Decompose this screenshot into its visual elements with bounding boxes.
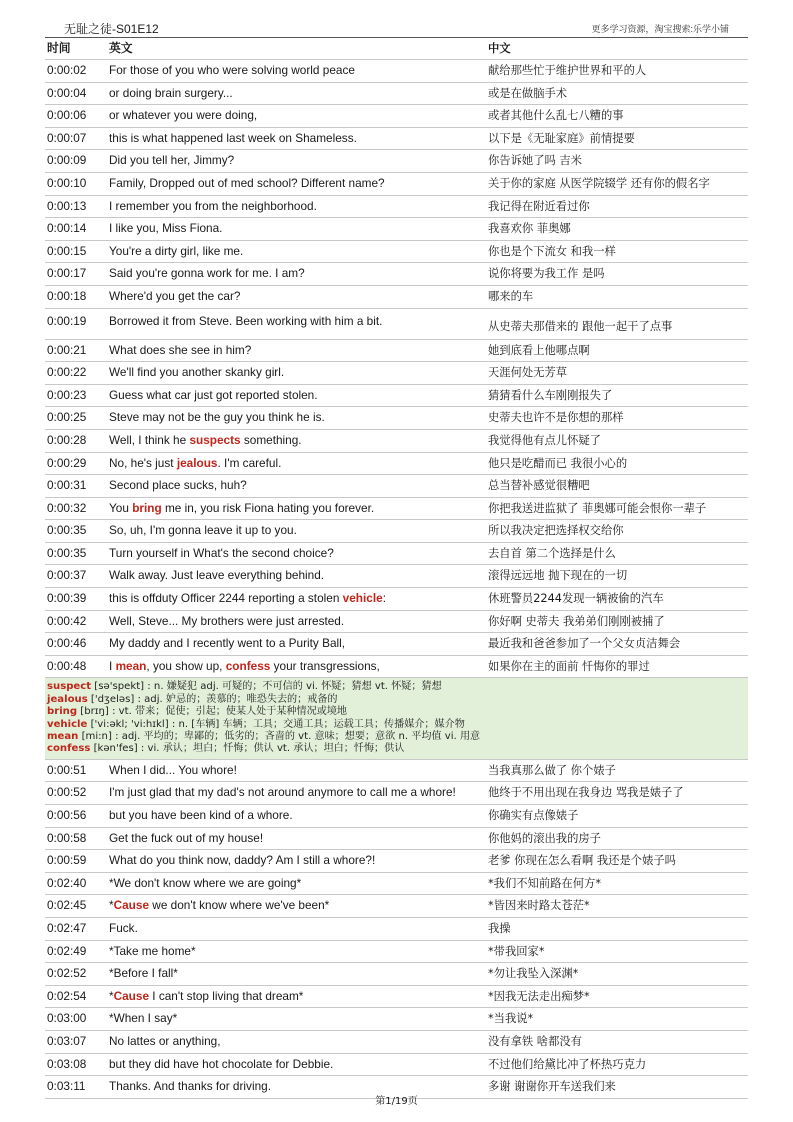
english-cell <box>109 963 178 985</box>
english-cell <box>109 453 281 475</box>
english-cell <box>109 941 196 963</box>
table-row <box>45 873 748 896</box>
timestamp-cell: 0:02:49 <box>47 943 87 958</box>
timestamp-cell: 0:00:04 <box>47 85 87 100</box>
column-header-english: 英文 <box>109 41 133 55</box>
vocab-definition: [brɪŋ] : vt. 带来；促使；引起；使某人处于某种情况或境地 <box>77 706 348 718</box>
chinese-cell: 去自首 第二个选择是什么 <box>488 546 616 560</box>
table-row <box>45 805 748 828</box>
timestamp-cell: 0:00:56 <box>47 808 87 823</box>
timestamp-cell: 0:00:58 <box>47 830 87 845</box>
chinese-cell: 总当替补感觉很糟吧 <box>488 479 590 493</box>
table-row <box>45 286 748 309</box>
chinese-cell: 休班警员2244发现一辆被偷的汽车 <box>488 592 664 606</box>
table-row <box>45 828 748 851</box>
chinese-cell: 你把我送进监狱了 菲奥娜可能会恨你一辈子 <box>488 501 707 515</box>
english-cell <box>109 385 318 407</box>
english-text: Guess what car just got reported stolen. <box>109 387 318 402</box>
table-row <box>45 1008 748 1031</box>
english-text: I like you, Miss Fiona. <box>109 221 223 236</box>
english-cell <box>109 895 329 917</box>
timestamp-cell: 0:00:23 <box>47 387 87 402</box>
timestamp-cell: 0:00:39 <box>47 591 87 606</box>
chinese-cell: 当我真那么做了 你个婊子 <box>488 763 616 777</box>
table-row <box>45 196 748 219</box>
english-cell <box>109 918 138 940</box>
english-cell <box>109 263 305 285</box>
table-row <box>45 611 748 634</box>
english-cell <box>109 83 233 105</box>
table-row <box>45 128 748 151</box>
vocab-entry <box>47 694 748 706</box>
table-row <box>45 218 748 241</box>
english-cell <box>109 611 344 633</box>
table-row <box>45 340 748 363</box>
english-text: Turn yourself in What's the second choice? <box>109 545 334 560</box>
subtitle-table <box>45 38 748 1099</box>
english-cell <box>109 1031 220 1053</box>
chinese-cell: 猜猜看什么车刚刚报失了 <box>488 388 613 402</box>
vocab-entry <box>47 681 748 693</box>
timestamp-cell: 0:00:09 <box>47 153 87 168</box>
table-row <box>45 241 748 264</box>
vocab-entry <box>47 719 748 731</box>
english-text: * <box>109 898 114 913</box>
table-row <box>45 633 748 656</box>
table-row <box>45 1031 748 1054</box>
english-text: My daddy and I recently went to a Purity Ball, <box>109 636 346 651</box>
english-cell <box>109 407 325 429</box>
table-row <box>45 150 748 173</box>
english-cell <box>109 150 234 172</box>
timestamp-cell: 0:00:48 <box>47 658 87 673</box>
chinese-cell: 滚得远远地 抛下现在的一切 <box>488 569 628 583</box>
subtitle-rows-group-2 <box>45 760 748 1099</box>
english-text: Second place sucks, huh? <box>109 478 247 493</box>
vocab-definition: ['dʒeləs] : adj. 妒忌的；羡慕的；唯恐失去的；戒备的 <box>87 693 338 705</box>
chinese-cell: 从史蒂夫那借来的 跟他一起干了点事 <box>488 319 673 333</box>
chinese-cell: 没有拿铁 啥都没有 <box>488 1035 582 1048</box>
english-text: No lattes or anything, <box>109 1034 221 1048</box>
column-header-chinese: 中文 <box>488 42 511 55</box>
english-cell <box>109 286 240 308</box>
chinese-cell: 哪来的车 <box>488 289 534 303</box>
english-cell <box>109 340 251 362</box>
english-text: something. <box>240 432 302 447</box>
chinese-cell: 我记得在附近看过你 <box>488 199 590 213</box>
table-row <box>45 941 748 964</box>
timestamp-cell: 0:00:46 <box>47 636 87 651</box>
english-cell <box>109 241 243 263</box>
timestamp-cell: 0:00:02 <box>47 63 87 77</box>
english-text: Well, Steve... My brothers were just arrested. <box>109 613 345 628</box>
chinese-cell: *皆因来时路太苍茫* <box>488 899 590 913</box>
chinese-cell: 如果你在主的面前 忏悔你的罪过 <box>488 659 650 673</box>
chinese-cell: *带我回家* <box>488 944 545 958</box>
english-text: I can't stop living that dream* <box>149 988 304 1003</box>
english-cell <box>109 850 375 872</box>
english-cell <box>109 656 380 678</box>
english-cell <box>109 430 302 452</box>
timestamp-cell: 0:02:52 <box>47 966 87 981</box>
vocab-definition: ['vi:əkl; 'vi:hɪkl] : n. [车辆] 车辆；工具；交通工具；运载工具；传播媒介；媒介物 <box>87 718 465 730</box>
english-text: I remember you from the neighborhood. <box>109 198 317 213</box>
english-text: You <box>109 500 133 515</box>
page-number: 第1/19页 <box>375 1096 418 1107</box>
timestamp-cell: 0:02:47 <box>47 921 87 936</box>
table-row <box>45 60 748 83</box>
english-cell <box>109 782 456 804</box>
timestamp-cell: 0:00:22 <box>47 365 87 380</box>
english-cell <box>109 60 355 82</box>
english-cell <box>109 362 284 384</box>
english-cell <box>109 196 317 218</box>
english-text: No, he's just <box>109 455 177 470</box>
keyword-highlight: confess <box>225 658 271 673</box>
english-cell <box>109 498 374 520</box>
english-cell <box>109 1054 333 1076</box>
timestamp-cell: 0:00:13 <box>47 198 87 213</box>
english-cell <box>109 173 385 195</box>
english-text: but they did have hot chocolate for Debbie. <box>109 1056 334 1071</box>
english-text: Fuck. <box>109 921 138 936</box>
english-text: *Before I fall* <box>109 966 178 981</box>
english-text: your transgressions, <box>270 658 380 673</box>
english-text: Said you're gonna work for me. I am? <box>109 266 305 281</box>
english-text: this is what happened last week on Shameless. <box>109 130 357 145</box>
table-row <box>45 83 748 106</box>
timestamp-cell: 0:03:11 <box>47 1079 86 1094</box>
english-cell <box>109 128 357 150</box>
vocab-entry <box>47 706 748 718</box>
chinese-cell: 我喜欢你 菲奥娜 <box>488 222 571 236</box>
table-row <box>45 760 748 783</box>
english-cell <box>109 588 386 610</box>
keyword-highlight: bring <box>132 500 162 515</box>
table-row <box>45 385 748 408</box>
keyword-highlight: mean <box>115 658 147 673</box>
english-text: Borrowed it from Steve. Been working with him a bit. <box>109 313 383 328</box>
english-text: . I'm careful. <box>217 455 282 470</box>
english-text: we don't know where we've been* <box>149 898 330 913</box>
timestamp-cell: 0:00:14 <box>47 221 87 236</box>
chinese-cell: 你也是个下流女 和我一样 <box>488 244 616 258</box>
english-text: Steve may not be the guy you think he is. <box>109 410 325 425</box>
english-cell <box>109 565 324 587</box>
english-text: Get the fuck out of my house! <box>109 830 264 845</box>
table-row <box>45 362 748 385</box>
timestamp-cell: 0:00:15 <box>47 243 87 258</box>
vocab-word: bring <box>47 706 78 718</box>
english-text: We'll find you another skanky girl. <box>109 365 285 380</box>
vocab-definition: [kən'fes] : vi. 承认；坦白；忏悔；供认 vt. 承认；坦白；忏悔；供认 <box>90 743 405 755</box>
vocab-word: confess <box>47 743 91 755</box>
timestamp-cell: 0:00:25 <box>47 410 87 425</box>
vocab-entry <box>47 743 748 755</box>
chinese-cell: 他只是吃醋而已 我很小心的 <box>488 456 628 470</box>
table-row <box>45 430 748 453</box>
vocab-word: jealous <box>47 693 88 705</box>
english-text: For those of you who were solving world peace <box>109 63 355 77</box>
english-text: When I did... You whore! <box>109 762 237 777</box>
english-cell <box>109 633 345 655</box>
english-text: *When I say* <box>109 1011 178 1026</box>
table-row <box>45 309 748 340</box>
timestamp-cell: 0:00:51 <box>47 762 87 777</box>
table-row <box>45 782 748 805</box>
english-text: You're a dirty girl, like me. <box>109 243 244 258</box>
timestamp-cell: 0:03:07 <box>47 1034 87 1048</box>
timestamp-cell: 0:03:08 <box>47 1056 87 1071</box>
english-text: * <box>109 988 114 1003</box>
chinese-cell: 他终于不用出现在我身边 骂我是婊子了 <box>488 786 684 800</box>
english-text: I'm just glad that my dad's not around anymore to call me a whore! <box>109 785 456 800</box>
chinese-cell: 献给那些忙于维护世界和平的人 <box>488 64 647 77</box>
timestamp-cell: 0:00:21 <box>47 342 87 357</box>
vocab-entry <box>47 731 748 743</box>
table-row <box>45 986 748 1009</box>
vocab-word: vehicle <box>47 718 88 730</box>
table-row <box>45 498 748 521</box>
english-text: or whatever you were doing, <box>109 108 258 123</box>
chinese-cell: 以下是《无耻家庭》前情提要 <box>488 131 635 145</box>
table-row <box>45 105 748 128</box>
timestamp-cell: 0:00:42 <box>47 613 87 628</box>
chinese-cell: 我觉得他有点儿怀疑了 <box>488 433 601 447</box>
chinese-cell: 或是在做脑手术 <box>488 86 568 100</box>
table-row <box>45 588 748 611</box>
table-row <box>45 565 748 588</box>
english-text: Family, Dropped out of med school? Different name? <box>109 175 385 190</box>
chinese-cell: 关于你的家庭 从医学院辍学 还有你的假名字 <box>488 176 710 190</box>
subtitle-rows-group-1 <box>45 60 748 678</box>
table-row <box>45 895 748 918</box>
chinese-cell: 不过他们给黛比冲了杯热巧克力 <box>488 1057 647 1071</box>
timestamp-cell: 0:02:54 <box>47 988 87 1003</box>
timestamp-cell: 0:00:18 <box>47 288 87 303</box>
table-row <box>45 1054 748 1077</box>
chinese-cell: 或者其他什么乱七八糟的事 <box>488 109 624 123</box>
timestamp-cell: 0:02:40 <box>47 875 87 890</box>
english-cell <box>109 520 297 542</box>
chinese-cell: 史蒂夫也许不是你想的那样 <box>488 411 624 425</box>
table-row <box>45 543 748 566</box>
keyword-highlight: Cause <box>113 898 150 913</box>
chinese-cell: 你他妈的滚出我的房子 <box>488 831 601 845</box>
english-cell <box>109 218 222 240</box>
timestamp-cell: 0:00:35 <box>47 545 87 560</box>
table-row <box>45 475 748 498</box>
chinese-cell: 所以我决定把选择权交给你 <box>488 524 624 538</box>
english-text: I <box>109 658 116 673</box>
timestamp-cell: 0:00:59 <box>47 853 87 868</box>
vocab-word: suspect <box>47 681 92 693</box>
vocab-word: mean <box>47 731 79 743</box>
english-text: this is offduty Officer 2244 reporting a stolen <box>109 591 343 606</box>
english-cell <box>109 760 237 782</box>
timestamp-cell: 0:00:52 <box>47 785 87 800</box>
table-row <box>45 173 748 196</box>
chinese-cell: *当我说* <box>488 1012 534 1026</box>
english-text: What do you think now, daddy? Am I still a whore?! <box>109 853 376 868</box>
keyword-highlight: Cause <box>113 988 150 1003</box>
timestamp-cell: 0:00:19 <box>47 313 87 328</box>
english-text: , you show up, <box>146 658 226 673</box>
english-text: *We don't know where we are going* <box>109 875 302 890</box>
table-row <box>45 520 748 543</box>
english-text: Well, I think he <box>109 432 190 447</box>
chinese-cell: 最近我和爸爸参加了一个父女贞洁舞会 <box>488 637 681 651</box>
timestamp-cell: 0:00:10 <box>47 175 87 190</box>
english-cell <box>109 543 334 565</box>
keyword-highlight: jealous <box>176 455 218 470</box>
column-header-time: 时间 <box>47 41 71 55</box>
keyword-highlight: vehicle <box>342 591 383 606</box>
chinese-cell: 多谢 谢谢你开车送我们来 <box>488 1080 616 1094</box>
timestamp-cell: 0:00:17 <box>47 266 87 281</box>
chinese-cell: 天涯何处无芳草 <box>488 366 568 380</box>
chinese-cell: *勿让我坠入深渊* <box>488 967 579 981</box>
english-cell <box>109 805 293 827</box>
english-text: me in, you risk Fiona hating you forever. <box>161 500 375 515</box>
english-text: Thanks. And thanks for driving. <box>109 1079 271 1094</box>
english-text: What does she see in him? <box>109 342 252 357</box>
english-text: So, uh, I'm gonna leave it up to you. <box>109 523 297 538</box>
chinese-cell: 你告诉她了吗 吉米 <box>488 154 582 168</box>
timestamp-cell: 0:00:37 <box>47 568 87 583</box>
table-row <box>45 918 748 941</box>
table-header-row <box>45 38 748 60</box>
english-text: but you have been kind of a whore. <box>109 808 293 823</box>
table-row <box>45 453 748 476</box>
timestamp-cell: 0:00:06 <box>47 108 87 123</box>
chinese-cell: 我操 <box>488 922 511 936</box>
chinese-cell: 她到底看上他哪点啊 <box>488 343 590 357</box>
english-cell <box>109 873 301 895</box>
timestamp-cell: 0:00:31 <box>47 478 87 493</box>
table-row <box>45 656 748 679</box>
english-text: or doing brain surgery... <box>109 85 233 100</box>
table-row <box>45 963 748 986</box>
keyword-highlight: suspects <box>189 432 241 447</box>
vocabulary-box <box>45 678 748 759</box>
english-cell <box>109 105 257 127</box>
timestamp-cell: 0:00:32 <box>47 500 87 515</box>
chinese-cell: *我们不知前路在何方* <box>488 876 601 890</box>
header-title: 无耻之徒-S01E12 <box>64 22 159 36</box>
timestamp-cell: 0:00:28 <box>47 432 87 447</box>
timestamp-cell: 0:00:35 <box>47 523 87 538</box>
english-cell <box>109 475 247 497</box>
vocab-definition: [mi:n] : adj. 平均的；卑鄙的；低劣的；吝啬的 vt. 意味；想要；意欲 n. 平均值 vi. 用意 <box>78 731 481 743</box>
timestamp-cell: 0:00:29 <box>47 455 87 470</box>
chinese-cell: 你确实有点像婊子 <box>488 809 579 823</box>
timestamp-cell: 0:00:07 <box>47 130 87 145</box>
chinese-cell: 老爹 你现在怎么看啊 我还是个婊子吗 <box>488 854 676 868</box>
vocab-definition: [sə'spekt] : n. 嫌疑犯 adj. 可疑的；不可信的 vi. 怀疑；猜想 vt. 怀疑；猜想 <box>91 681 442 693</box>
english-text: Walk away. Just leave everything behind. <box>109 568 325 583</box>
english-text: : <box>382 591 386 606</box>
english-cell <box>109 309 382 333</box>
timestamp-cell: 0:02:45 <box>47 898 87 913</box>
english-text: *Take me home* <box>109 943 196 958</box>
table-row <box>45 407 748 430</box>
english-cell <box>109 1008 177 1030</box>
chinese-cell: 你好啊 史蒂夫 我弟弟们刚刚被捕了 <box>488 614 665 628</box>
english-cell <box>109 828 263 850</box>
header-promo-note: 更多学习资源，淘宝搜索:乐学小铺 <box>591 24 729 34</box>
table-row <box>45 263 748 286</box>
chinese-cell: 说你将要为我工作 是吗 <box>488 267 605 281</box>
english-text: Where'd you get the car? <box>109 288 241 303</box>
timestamp-cell: 0:03:00 <box>47 1011 87 1026</box>
table-row <box>45 850 748 873</box>
chinese-cell: *因我无法走出痴梦* <box>488 989 590 1003</box>
english-cell <box>109 986 303 1008</box>
english-text: Did you tell her, Jimmy? <box>109 153 235 168</box>
